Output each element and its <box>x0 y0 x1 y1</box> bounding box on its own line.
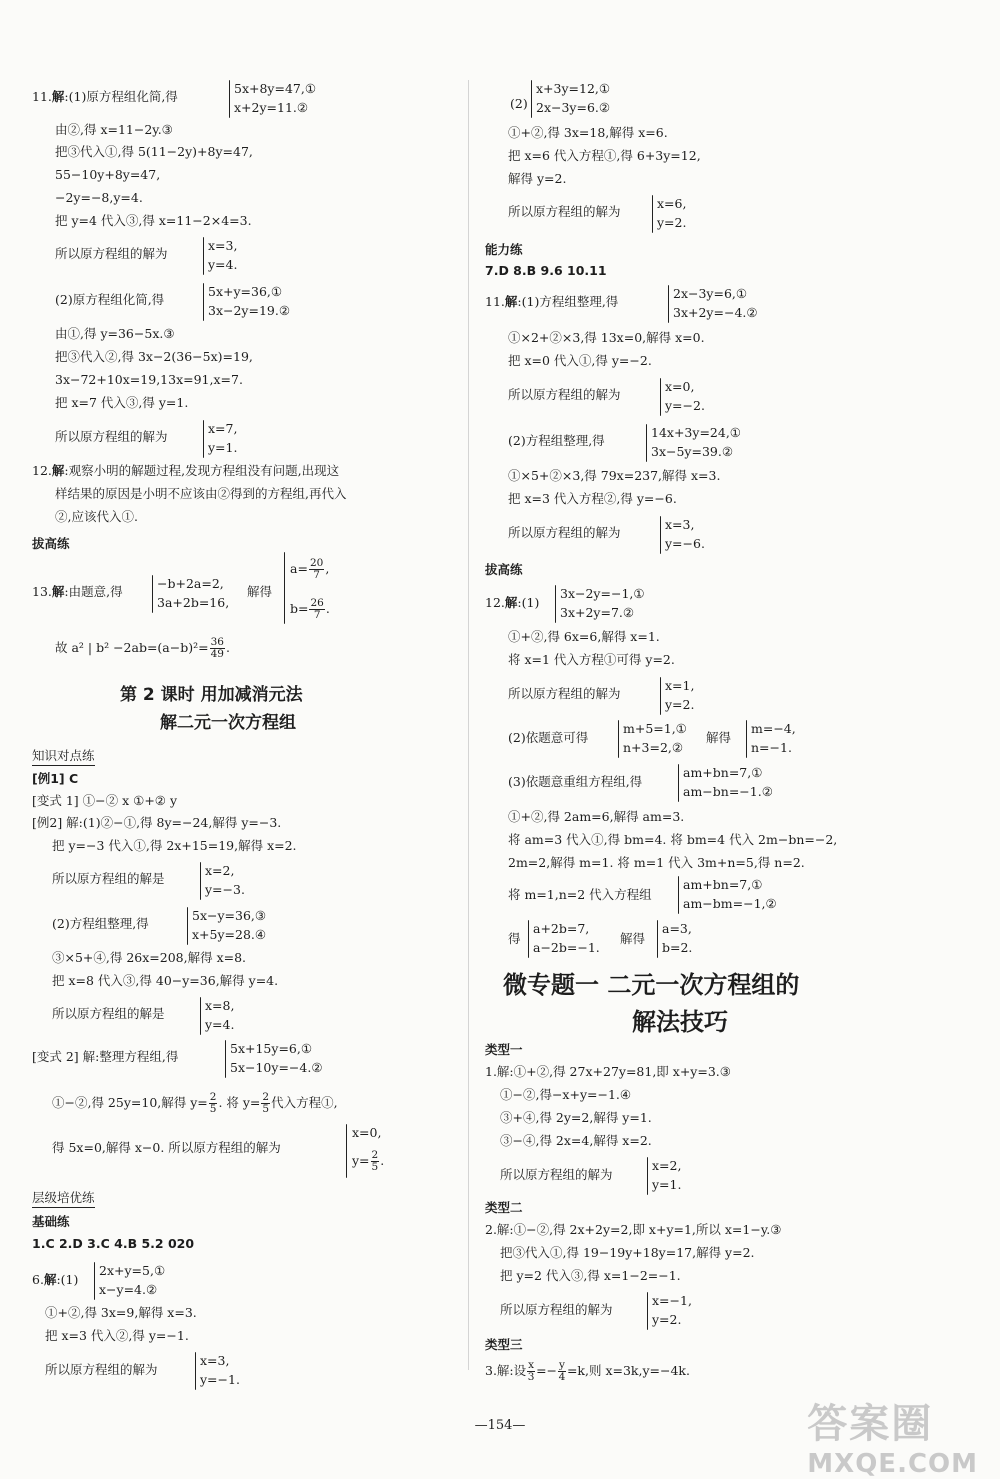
text-line: 将 am=3 代入①,得 bm=4. 将 bm=4 代入 2m−bn=−2, <box>508 832 838 847</box>
column-divider <box>468 80 469 1370</box>
text-line: 故 a² | b² −2ab=(a−b)²= $\frac{36}{49}$ . <box>55 636 230 660</box>
text-line: 55−10y+8y=47, <box>55 167 161 182</box>
brace <box>200 862 201 900</box>
text-line: 所以原方程组的解为 <box>508 686 621 701</box>
text-line: 得 5x=0,解得 x−0. 所以原方程组的解为 <box>52 1140 281 1155</box>
equation: 5x+8y=47,① <box>234 81 317 96</box>
brace <box>647 1157 648 1195</box>
equation: n=−1. <box>751 740 792 755</box>
equation: a+2b=7, <box>533 921 590 936</box>
text-line: (2)原方程组化简,得 <box>55 292 165 307</box>
equation: am+bn=7,① <box>683 877 763 892</box>
equation: x=8, <box>205 998 235 1013</box>
q11-line: 11.解:(1)方程组整理,得 <box>485 294 619 309</box>
equation: 3a+2b=16, <box>157 595 230 610</box>
brace <box>94 1262 95 1300</box>
equation: x−y=4.② <box>99 1282 158 1297</box>
text-line: ①+②,得 6x=6,解得 x=1. <box>508 629 660 644</box>
text-line: (3)依题意重组方程组,得 <box>508 774 643 789</box>
text-line: 把 x=7 代入③,得 y=1. <box>55 395 189 410</box>
equation: x=2, <box>652 1158 682 1173</box>
brace <box>660 677 661 715</box>
text-line: 1.C 2.D 3.C 4.B 5.2 020 <box>32 1236 195 1251</box>
equation: n+3=2,② <box>623 740 684 755</box>
text-line: 将 x=1 代入方程①可得 y=2. <box>508 652 675 667</box>
equation: y=−1. <box>200 1372 240 1387</box>
equation: a−2b=−1. <box>533 940 600 955</box>
text-line: 所以原方程组的解为 <box>508 525 621 540</box>
equation: 3x−2y=−1,① <box>560 586 645 601</box>
equation: x+3y=12,① <box>536 81 611 96</box>
text-line: ①+②,得 2am=6,解得 am=3. <box>508 809 685 824</box>
text-line: 把③代入①,得 5(11−2y)+8y=47, <box>55 144 253 159</box>
text-line: 所以原方程组的解为 <box>55 246 168 261</box>
text-line: 把 x=8 代入③,得 40−y=36,解得 y=4. <box>52 973 279 988</box>
equation: y=2. <box>652 1312 682 1327</box>
brace <box>203 420 204 458</box>
equation: x=−1, <box>652 1293 692 1308</box>
section-label: 类型一 <box>485 1042 523 1057</box>
brace <box>195 1352 196 1390</box>
q12-line: 12.解:观察小明的解题过程,发现方程组没有问题,出现这 <box>32 463 340 478</box>
equation: b= $\frac{26}{7}$ . <box>290 597 330 621</box>
equation: y=4. <box>208 257 238 272</box>
equation: am+bn=7,① <box>683 765 763 780</box>
text-line: 2m=2,解得 m=1. 将 m=1 代入 3m+n=5,得 n=2. <box>508 855 805 870</box>
text-line: (2)方程组整理,得 <box>508 433 605 448</box>
equation: y=2. <box>665 697 695 712</box>
brace <box>746 720 747 758</box>
text-line: ③+④,得 2y=2,解得 y=1. <box>500 1110 652 1125</box>
text-line: 所以原方程组的解为 <box>45 1362 158 1377</box>
text-line: 所以原方程组的解为 <box>500 1302 613 1317</box>
equation: y=1. <box>208 440 238 455</box>
text-line: 把 x=3 代入②,得 y=−1. <box>45 1328 189 1343</box>
text-line: 由②,得 x=11−2y.③ <box>55 122 173 137</box>
text-line: ①+②,得 3x=9,解得 x=3. <box>45 1305 197 1320</box>
brace <box>555 585 556 623</box>
text-line: [例1] C <box>32 771 79 786</box>
equation: a= $\frac{20}{7}$ , <box>290 557 330 581</box>
text-line: 把 x=3 代入方程②,得 y=−6. <box>508 491 677 506</box>
text-line: [例2] 解:(1)②−①,得 8y=−24,解得 y=−3. <box>32 815 282 830</box>
section-label: 知识对点练 <box>32 746 95 766</box>
section-label: 能力练 <box>485 242 523 257</box>
equation: 3x+2y=−4.② <box>673 305 758 320</box>
text-line: ①+②,得 3x=18,解得 x=6. <box>508 125 668 140</box>
watermark-text: 答案圈 <box>807 1401 934 1447</box>
text-line: −2y=−8,y=4. <box>55 190 143 205</box>
section-label: 类型二 <box>485 1200 523 1215</box>
equation: x+5y=28.④ <box>192 927 267 942</box>
equation: x=6, <box>657 196 687 211</box>
equation: m+5=1,① <box>623 721 687 736</box>
brace <box>652 195 653 233</box>
equation: 14x+3y=24,① <box>651 425 742 440</box>
text-line: 7.D 8.B 9.6 10.11 <box>485 263 607 278</box>
text-line: (2)方程组整理,得 <box>52 916 149 931</box>
brace <box>646 424 647 462</box>
topic-subtitle: 解法技巧 <box>632 1008 728 1036</box>
equation: y=−2. <box>665 398 705 413</box>
text-line: 所以原方程组的解是 <box>52 871 165 886</box>
text-line: (2) <box>510 96 528 111</box>
text-line: ①−②,得 25y=10,解得 y= $\frac{2}{5}$ . 将 y= $\frac{2}{5}$ 代入方程①, <box>52 1091 338 1115</box>
equation: 5x+y=36,① <box>208 284 283 299</box>
brace <box>531 80 532 118</box>
section-label: 拔高练 <box>485 562 523 577</box>
brace <box>229 80 230 118</box>
equation: x=3, <box>200 1353 230 1368</box>
brace <box>660 516 661 554</box>
brace <box>200 997 201 1035</box>
equation: y=2. <box>657 215 687 230</box>
equation: m=−4, <box>751 721 796 736</box>
text-line: 由①,得 y=36−5x.③ <box>55 326 175 341</box>
text-line: 样结果的原因是小明不应该由②得到的方程组,再代入 <box>55 486 347 501</box>
section-label: 层级培优练 <box>32 1188 95 1208</box>
brace <box>203 283 204 321</box>
equation: 2x+y=5,① <box>99 1263 166 1278</box>
text-line: 把 x=0 代入①,得 y=−2. <box>508 353 652 368</box>
text-line: 所以原方程组的解为 <box>500 1167 613 1182</box>
equation: 5x+15y=6,① <box>230 1041 313 1056</box>
text-line: 把 x=6 代入方程①,得 6+3y=12, <box>508 148 701 163</box>
brace <box>657 920 658 958</box>
text-line: ①×5+②×3,得 79x=237,解得 x=3. <box>508 468 721 483</box>
text-line: 解得 <box>620 931 646 946</box>
equation: y=4. <box>205 1017 235 1032</box>
equation: b=2. <box>662 940 693 955</box>
equation: x=3, <box>208 238 238 253</box>
brace <box>618 720 619 758</box>
brace <box>152 575 153 613</box>
text-line: 3x−72+10x=19,13x=91,x=7. <box>55 372 243 387</box>
brace <box>346 1124 347 1178</box>
topic-title: 微专题一 二元一次方程组的 <box>503 971 800 999</box>
lesson-title: 第 2 课时 用加减消元法 <box>120 685 303 705</box>
brace <box>203 237 204 275</box>
text-line: 所以原方程组的解是 <box>52 1006 165 1021</box>
equation: 3x+2y=7.② <box>560 605 635 620</box>
equation: 5x−10y=−4.② <box>230 1060 323 1075</box>
equation: 5x−y=36,③ <box>192 908 267 923</box>
text-line: 解得 y=2. <box>508 171 567 186</box>
equation: 3x−5y=39.② <box>651 444 734 459</box>
q11-line: 11.解:(1)原方程组化简,得 <box>32 89 178 104</box>
brace <box>678 876 679 914</box>
page-number: —154— <box>474 1418 526 1433</box>
section-label: 类型三 <box>485 1337 523 1352</box>
equation: x=0, <box>665 379 695 394</box>
brace <box>187 907 188 945</box>
text-line: 所以原方程组的解为 <box>508 387 621 402</box>
text-line: ③−④,得 2x=4,解得 x=2. <box>500 1133 652 1148</box>
text-line: 把 y=−3 代入①,得 2x+15=19,解得 x=2. <box>52 838 297 853</box>
brace <box>660 378 661 416</box>
equation: x=3, <box>665 517 695 532</box>
text-line: ①−②,得−x+y=−1.④ <box>500 1087 632 1102</box>
brace <box>225 1040 226 1078</box>
equation: −b+2a=2, <box>157 576 224 591</box>
brace <box>668 285 669 323</box>
text-line: 把 y=4 代入③,得 x=11−2×4=3. <box>55 213 252 228</box>
equation: x=2, <box>205 863 235 878</box>
text-line: 所以原方程组的解为 <box>55 429 168 444</box>
text-line: 把③代入②,得 3x−2(36−5x)=19, <box>55 349 253 364</box>
equation: 3x−2y=19.② <box>208 303 291 318</box>
brace <box>284 552 285 624</box>
text-line: 所以原方程组的解为 <box>508 204 621 219</box>
watermark-logo <box>807 1392 978 1479</box>
text-line: 得 <box>508 931 521 946</box>
equation: y= $\frac{2}{5}$ . <box>352 1149 385 1173</box>
equation: am−bm=−1,② <box>683 896 777 911</box>
q6-line: 6.解:(1) <box>32 1272 79 1287</box>
text-line: 解得 <box>247 584 273 599</box>
text-line: ③×5+④,得 26x=208,解得 x=8. <box>52 950 247 965</box>
text-line: [变式 1] ①−② x ①+② y <box>32 793 178 808</box>
equation: y=−6. <box>665 536 705 551</box>
text-line: 2.解:①−②,得 2x+2y=2,即 x+y=1,所以 x=1−y.③ <box>485 1222 782 1237</box>
text-line: 把③代入①,得 19−19y+18y=17,解得 y=2. <box>500 1245 755 1260</box>
equation: 2x−3y=6,① <box>673 286 748 301</box>
text-line: [变式 2] 解:整理方程组,得 <box>32 1049 179 1064</box>
brace <box>678 764 679 802</box>
q12-line: 12.解:(1) <box>485 595 540 610</box>
text-line: 1.解:①+②,得 27x+27y=81,即 x+y=3.③ <box>485 1064 731 1079</box>
text-line: ①×2+②×3,得 13x=0,解得 x=0. <box>508 330 705 345</box>
text-line: ②,应该代入①. <box>55 509 138 524</box>
equation: x=7, <box>208 421 238 436</box>
brace <box>647 1292 648 1330</box>
equation: am−bn=−1.② <box>683 784 773 799</box>
equation: a=3, <box>662 921 692 936</box>
watermark-url: MXQE.COM <box>807 1449 978 1479</box>
equation: x=1, <box>665 678 695 693</box>
text-line: 3.解:设 $\frac{x}{3}$ =− $\frac{y}{4}$ =k,则 x=3k,y=−4k. <box>485 1359 690 1383</box>
text-line: 将 m=1,n=2 代入方程组 <box>508 887 652 902</box>
section-label: 拔高练 <box>32 536 70 551</box>
text-line: 解得 <box>706 730 732 745</box>
text-line: 把 y=2 代入③,得 x=1−2=−1. <box>500 1268 681 1283</box>
equation: y=1. <box>652 1177 682 1192</box>
lesson-subtitle: 解二元一次方程组 <box>160 713 296 733</box>
equation: x+2y=11.② <box>234 100 309 115</box>
brace <box>528 920 529 958</box>
section-label: 基础练 <box>32 1214 70 1229</box>
q13-line: 13.解:由题意,得 <box>32 584 123 599</box>
equation: 2x−3y=6.② <box>536 100 611 115</box>
equation: y=−3. <box>205 882 245 897</box>
text-line: (2)依题意可得 <box>508 730 589 745</box>
equation: x=0, <box>352 1125 382 1140</box>
